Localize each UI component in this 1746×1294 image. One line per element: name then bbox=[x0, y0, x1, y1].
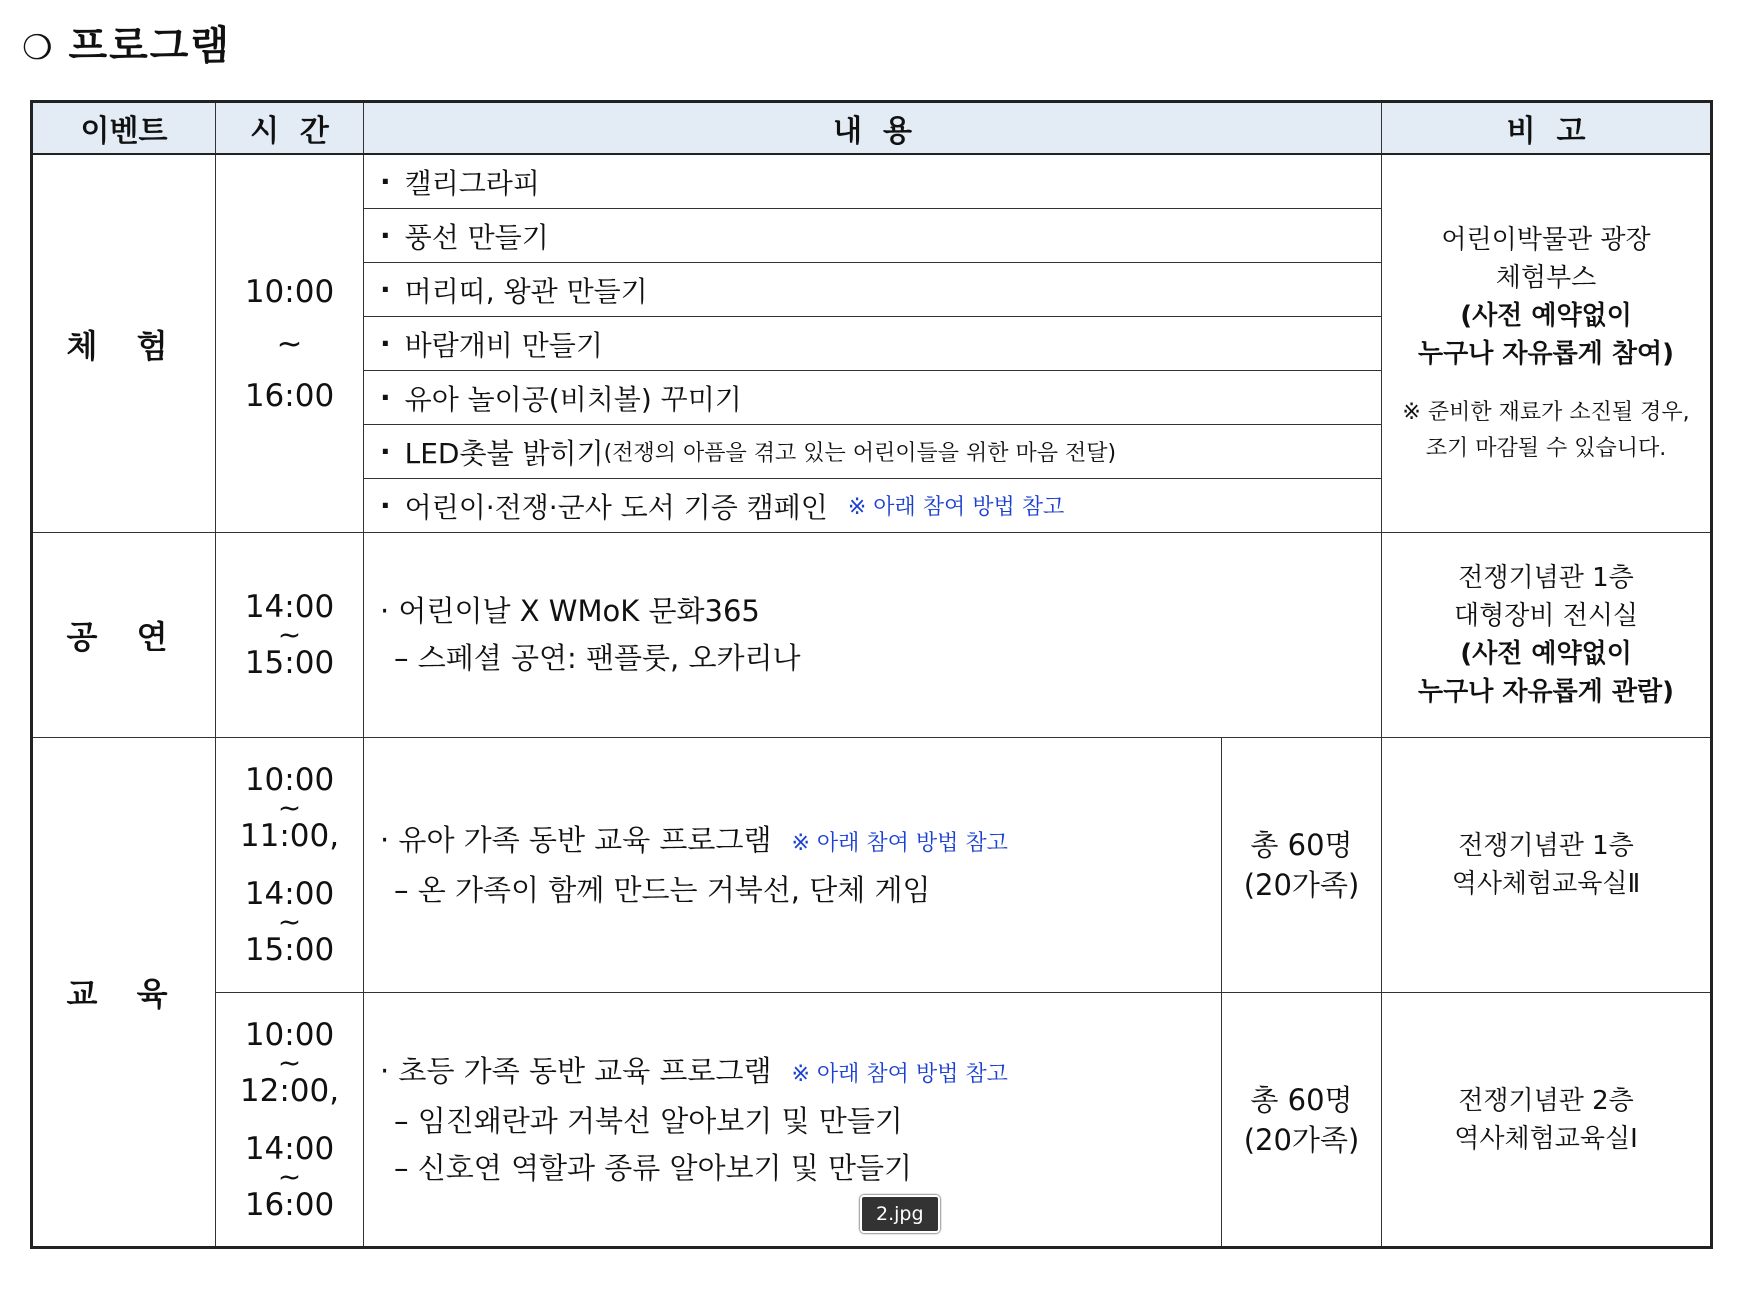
page-title bbox=[22, 14, 231, 71]
title-text: 프로그램 bbox=[68, 23, 232, 69]
file-name-label: 2.jpg bbox=[860, 1195, 940, 1233]
time-start: 10:00 bbox=[244, 273, 335, 310]
time-experience bbox=[216, 154, 364, 533]
note-education-1: 전쟁기념관 1층 역사체험교육실Ⅱ bbox=[1382, 738, 1712, 993]
table-row-education-1 bbox=[32, 738, 1712, 993]
header-content: 내 용 bbox=[364, 102, 1382, 155]
title-bullet-icon: ❍ bbox=[22, 28, 55, 68]
event-education: 교 육 bbox=[32, 738, 216, 1248]
table-row-performance bbox=[32, 533, 1712, 738]
led-note: (전쟁의 아픔을 겪고 있는 어린이들을 위한 마음 전달) bbox=[603, 441, 1117, 466]
count-education-1: 총 60명 (20가족) bbox=[1222, 738, 1382, 993]
list-item: · LED촛불 밝히기 (전쟁의 아픔을 겪고 있는 어린이들을 위한 마음 전달) bbox=[364, 425, 1381, 479]
time-education-1: 10:00 ~ 11:00, 14:00 ~ 15:00 bbox=[216, 738, 364, 993]
event-experience: 체 험 bbox=[32, 154, 216, 533]
content-experience bbox=[364, 154, 1382, 533]
note-experience: 어린이박물관 광장 체험부스 (사전 예약없이 누구나 자유롭게 참여) ※ 준비한 재료가 소진될 경우, 조기 마감될 수 있습니다. bbox=[1382, 154, 1712, 533]
list-item: · 어린이·전쟁·군사 도서 기증 캠페인 ※ 아래 참여 방법 참고 bbox=[380, 489, 1065, 524]
content-performance: · 어린이날 X WMoK 문화365 – 스페셜 공연: 팬플룻, 오카리나 bbox=[364, 533, 1382, 738]
time-performance: 14:00 ~ 15:00 bbox=[216, 533, 364, 738]
list-item: · 유아 놀이공(비치볼) 꾸미기 bbox=[364, 371, 1381, 425]
caution-note: ※ 준비한 재료가 소진될 경우, 조기 마감될 수 있습니다. bbox=[1402, 399, 1690, 461]
list-item: · 풍선 만들기 bbox=[364, 209, 1381, 263]
time-tilde: ~ bbox=[276, 325, 303, 362]
time-end: 16:00 bbox=[244, 377, 335, 414]
note-performance: 전쟁기념관 1층 대형장비 전시실 (사전 예약없이 누구나 자유롭게 관람) bbox=[1382, 533, 1712, 738]
content-education-2: · 초등 가족 동반 교육 프로그램 ※ 아래 참여 방법 참고 – 임진왜란과 거북선 알아보기 및 만들기 – 신호연 역할과 종류 알아보기 및 만들기 bbox=[364, 993, 1222, 1248]
reference-note: ※ 아래 참여 방법 참고 bbox=[791, 1061, 1008, 1087]
header-event: 이벤트 bbox=[32, 102, 216, 155]
program-table bbox=[30, 100, 1713, 1249]
header-row bbox=[32, 102, 1712, 155]
list-item: · 캘리그라피 bbox=[364, 155, 1381, 209]
list-item: · 머리띠, 왕관 만들기 bbox=[364, 263, 1381, 317]
reference-note: ※ 아래 참여 방법 참고 bbox=[791, 830, 1008, 856]
reference-note: ※ 아래 참여 방법 참고 bbox=[847, 495, 1065, 520]
header-note: 비 고 bbox=[1382, 102, 1712, 155]
note-education-2: 전쟁기념관 2층 역사체험교육실Ⅰ bbox=[1382, 993, 1712, 1248]
event-performance: 공 연 bbox=[32, 533, 216, 738]
table-row-experience bbox=[32, 154, 1712, 533]
list-item: · 바람개비 만들기 bbox=[364, 317, 1381, 371]
content-education-1: · 유아 가족 동반 교육 프로그램 ※ 아래 참여 방법 참고 – 온 가족이 함께 만드는 거북선, 단체 게임 bbox=[364, 738, 1222, 993]
count-education-2: 총 60명 (20가족) bbox=[1222, 993, 1382, 1248]
time-education-2: 10:00 ~ 12:00, 14:00 ~ 16:00 bbox=[216, 993, 364, 1248]
header-time: 시 간 bbox=[216, 102, 364, 155]
